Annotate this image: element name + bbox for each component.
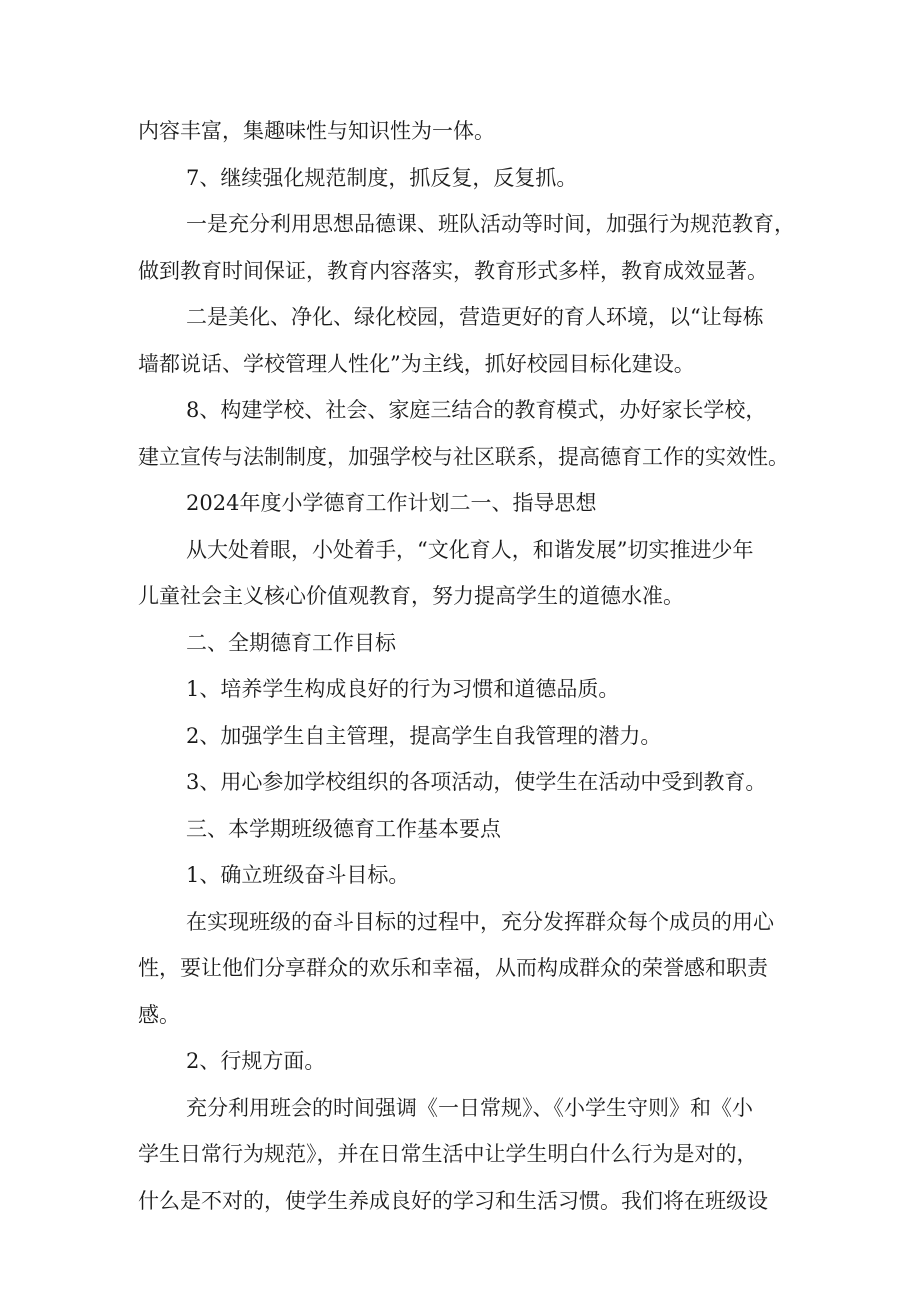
body-line: 充分利用班会的时间强调《一日常规》、《小学生守则》和《小 [186,1095,753,1120]
list-item: 2、加强学生自主管理，提高学生自我管理的潜力。 [186,723,662,748]
section-heading: 二、全期德育工作目标 [186,630,396,655]
list-item: 1、培养学生构成良好的行为习惯和道德品质。 [186,677,620,701]
list-item: 3、用心参加学校组织的各项活动，使学生在活动中受到教育。 [186,770,767,794]
body-line: 做到教育时间保证，教育内容落实，教育形式多样，教育成效显著。 [138,258,768,283]
body-line: 什么是不对的，使学生养成良好的学习和生活习惯。我们将在班级设 [138,1188,768,1213]
body-line: 性，要让他们分享群众的欢乐和幸福，从而构成群众的荣誉感和职责 [138,956,768,980]
body-line: 二是美化、净化、绿化校园，营造更好的育人环境，以“让每栋 [186,305,764,329]
body-line: 感。 [138,1002,180,1027]
body-line: 8、构建学校、社会、家庭三结合的教育模式，办好家长学校， [186,398,767,422]
body-line: 7、继续强化规范制度，抓反复，反复抓。 [186,165,578,190]
body-line: 从大处着眼，小处着手，“文化育人，和谐发展”切实推进少年 [186,537,754,562]
body-line: 墙都说话、学校管理人性化”为主线，抓好校园目标化建设。 [138,351,695,376]
body-line: 儿童社会主义核心价值观教育，努力提高学生的道德水准。 [138,584,684,608]
body-line: 学生日常行为规范》，并在日常生活中让学生明白什么行为是对的， [138,1142,758,1166]
document-body [138,108,818,1224]
section-heading: 2024年度小学德育工作计划二一、指导思想 [186,491,597,515]
list-item: 1、确立班级奋斗目标。 [186,863,410,887]
body-line: 建立宣传与法制制度，加强学校与社区联系，提高德育工作的实效性。 [138,444,789,469]
body-line: 在实现班级的奋斗目标的过程中，充分发挥群众每个成员的用心 [186,909,774,934]
body-line: 内容丰富，集趣味性与知识性为一体。 [138,119,495,143]
section-heading: 三、本学期班级德育工作基本要点 [186,816,501,841]
body-line: 一是充分利用思想品德课、班队活动等时间，加强行为规范教育， [186,212,795,236]
list-item: 2、行规方面。 [186,1049,326,1073]
